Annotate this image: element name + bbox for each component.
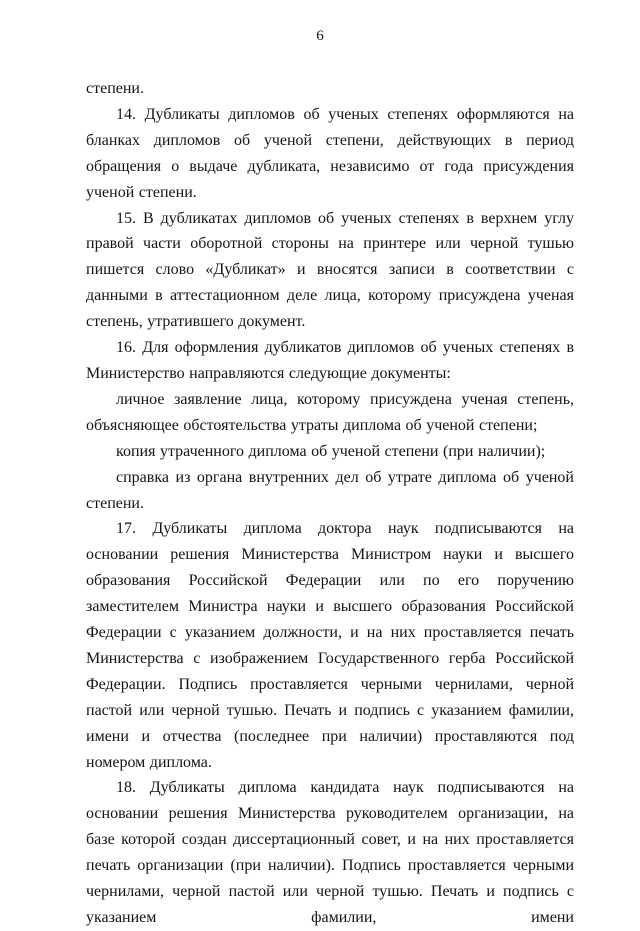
paragraph-14: 14. Дубликаты дипломов об ученых степенях оформляются на бланках дипломов об ученой степени, действующих в период обращения о выдаче дубликата, независимо от года присуждения ученой степени. <box>86 105 574 201</box>
paragraph-15: 15. В дубликатах дипломов об ученых степенях в верхнем углу правой части оборотной стороны на принтере или черной тушью пишется слово «Дубликат» и вносятся записи в соответствии с данными в аттестационном деле лица, которому присуждена ученая степень, утратившего документ. <box>86 209 574 331</box>
paragraph-16-item-application: личное заявление лица, которому присуждена ученая степень, объясняющее обстоятельства утраты диплома об ученой степени; <box>86 390 574 434</box>
paragraph-18: 18. Дубликаты диплома кандидата наук подписываются на основании решения Министерства руководителем организации, на базе которой создан диссертационный совет, и на них проставляется печать организации (при наличии). Подпись проставляется черными чернилами, черной пастой или черной тушью. Печать и подпись с указанием фамилии, имени <box>86 779 574 926</box>
paragraph-continuation: степени. <box>86 80 144 97</box>
page-number: 6 <box>316 28 324 44</box>
paragraph-17: 17. Дубликаты диплома доктора наук подписываются на основании решения Министерства Министром науки и высшего образования Российской Федерации или по его поручению заместителем Министра науки и высшего образования Российской Федерации с указанием должности, и на них проставляется печать Министерства с изображением Государственного герба Российской Федерации. Подпись проставляется черными чернилами, черной пастой или черной тушью. Печать и подпись с указанием фамилии, имени и отчества (последнее при наличии) проставляются под номером диплома. <box>86 520 574 771</box>
paragraph-16-item-copy: копия утраченного диплома об ученой степени (при наличии); <box>116 442 546 460</box>
paragraph-16-item-certificate: справка из органа внутренних дел об утрате диплома об ученой степени. <box>86 468 574 512</box>
paragraph-16: 16. Для оформления дубликатов дипломов об ученых степенях в Министерство направляются следующие документы: <box>86 339 574 382</box>
document-body <box>86 76 574 931</box>
